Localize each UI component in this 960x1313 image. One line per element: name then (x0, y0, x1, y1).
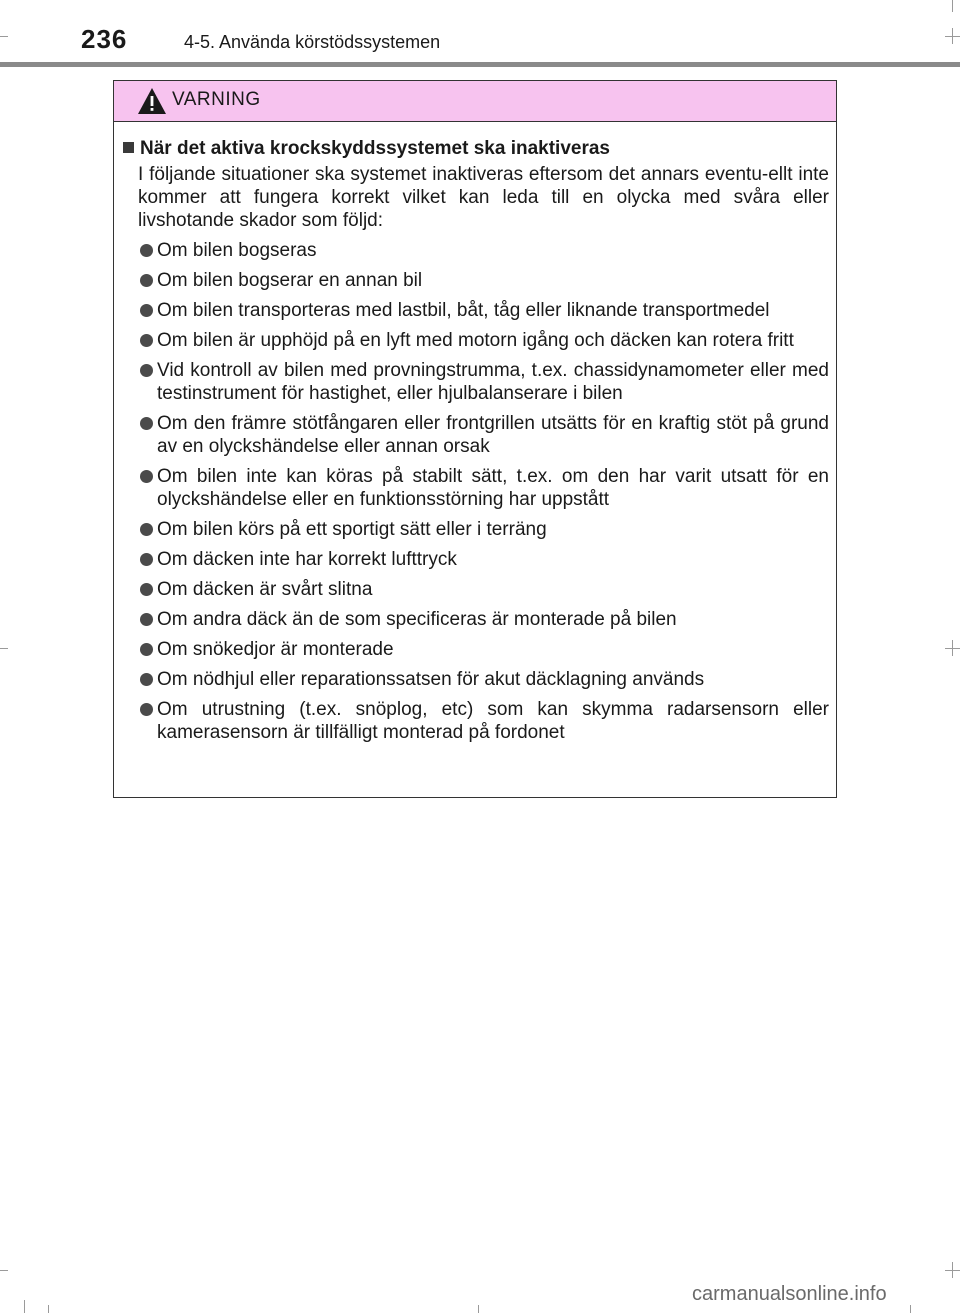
list-item-text: Vid kontroll av bilen med provningstrumma, t.ex. chassidynamometer eller med testinstrument för hastighet, eller hjulbalanserare i bilen (157, 360, 829, 404)
list-item (123, 548, 829, 571)
list-item-text: Om däcken inte har korrekt lufttryck (157, 549, 457, 570)
list-item-text: Om nödhjul eller reparationssatsen för akut däcklagning används (157, 669, 705, 690)
list-item-text: Om utrustning (t.ex. snöplog, etc) som kan skymma radarsensorn eller kamerasensorn är tillfälligt monterad på fordonet (157, 699, 829, 743)
list-item-text: Om bilen transporteras med lastbil, båt, tåg eller liknande transportmedel (157, 300, 770, 321)
round-bullet-icon (140, 304, 153, 317)
section-title: 4-5. Använda körstödssystemen (184, 32, 441, 52)
crop-mark (0, 1270, 8, 1271)
round-bullet-icon (140, 364, 153, 377)
list-item (123, 412, 829, 458)
list-item-text: Om däcken är svårt slitna (157, 579, 373, 600)
page-header (0, 0, 960, 70)
square-bullet-icon (123, 142, 134, 153)
round-bullet-icon (140, 643, 153, 656)
header-rule (0, 62, 960, 67)
crop-mark (24, 1300, 25, 1313)
list-item (123, 299, 829, 322)
list-item (123, 359, 829, 405)
crop-mark (952, 640, 953, 656)
list-item-text: Om bilen inte kan köras på stabilt sätt, t.ex. om den har varit utsatt för en olyckshändelse eller en funktionsstörning har uppstått (157, 466, 829, 510)
round-bullet-icon (140, 470, 153, 483)
crop-mark (478, 1305, 479, 1313)
round-bullet-icon (140, 334, 153, 347)
round-bullet-icon (140, 523, 153, 536)
warning-subheading-text: När det aktiva krockskyddssystemet ska inaktiveras (140, 138, 610, 159)
list-item-text: Om bilen bogseras (157, 240, 317, 261)
list-item (123, 668, 829, 691)
warning-subheading (123, 137, 829, 160)
list-item-text: Om den främre stötfångaren eller frontgrillen utsätts för en kraftig stöt på grund av en olyckshändelse eller annan orsak (157, 413, 829, 457)
list-item (123, 329, 829, 352)
page-number: 236 (81, 24, 128, 54)
crop-mark (952, 0, 953, 12)
list-item (123, 239, 829, 262)
round-bullet-icon (140, 613, 153, 626)
crop-mark (910, 1305, 911, 1313)
warning-body (114, 122, 836, 744)
list-item-text: Om snökedjor är monterade (157, 639, 394, 660)
warning-label: VARNING (172, 89, 261, 110)
footer-watermark: carmanualsonline.info (692, 1283, 887, 1305)
list-item (123, 518, 829, 541)
list-item-text: Om bilen bogserar en annan bil (157, 270, 423, 291)
crop-mark (48, 1305, 49, 1313)
warning-header (114, 81, 836, 122)
round-bullet-icon (140, 417, 153, 430)
list-item (123, 465, 829, 511)
list-item (123, 578, 829, 601)
round-bullet-icon (140, 244, 153, 257)
round-bullet-icon (140, 274, 153, 287)
list-item (123, 698, 829, 744)
list-item (123, 608, 829, 631)
round-bullet-icon (140, 673, 153, 686)
round-bullet-icon (140, 553, 153, 566)
list-item-text: Om bilen är upphöjd på en lyft med motorn igång och däcken kan rotera fritt (157, 330, 794, 351)
round-bullet-icon (140, 583, 153, 596)
warning-intro: I följande situationer ska systemet inaktiveras eftersom det annars eventu-ellt inte kommer att fungera korrekt vilket kan leda till en olycka med svåra eller livshotande skador som följd: (138, 164, 829, 231)
list-item-text: Om andra däck än de som specificeras är monterade på bilen (157, 609, 677, 630)
list-item-text: Om bilen körs på ett sportigt sätt eller i terräng (157, 519, 547, 540)
list-item (123, 269, 829, 292)
warning-triangle-icon (137, 87, 167, 115)
crop-mark (952, 28, 953, 44)
crop-mark (0, 36, 8, 37)
crop-mark (0, 648, 8, 649)
warning-box (113, 80, 837, 798)
crop-mark (952, 1262, 953, 1278)
round-bullet-icon (140, 703, 153, 716)
warning-list (123, 239, 829, 744)
list-item (123, 638, 829, 661)
